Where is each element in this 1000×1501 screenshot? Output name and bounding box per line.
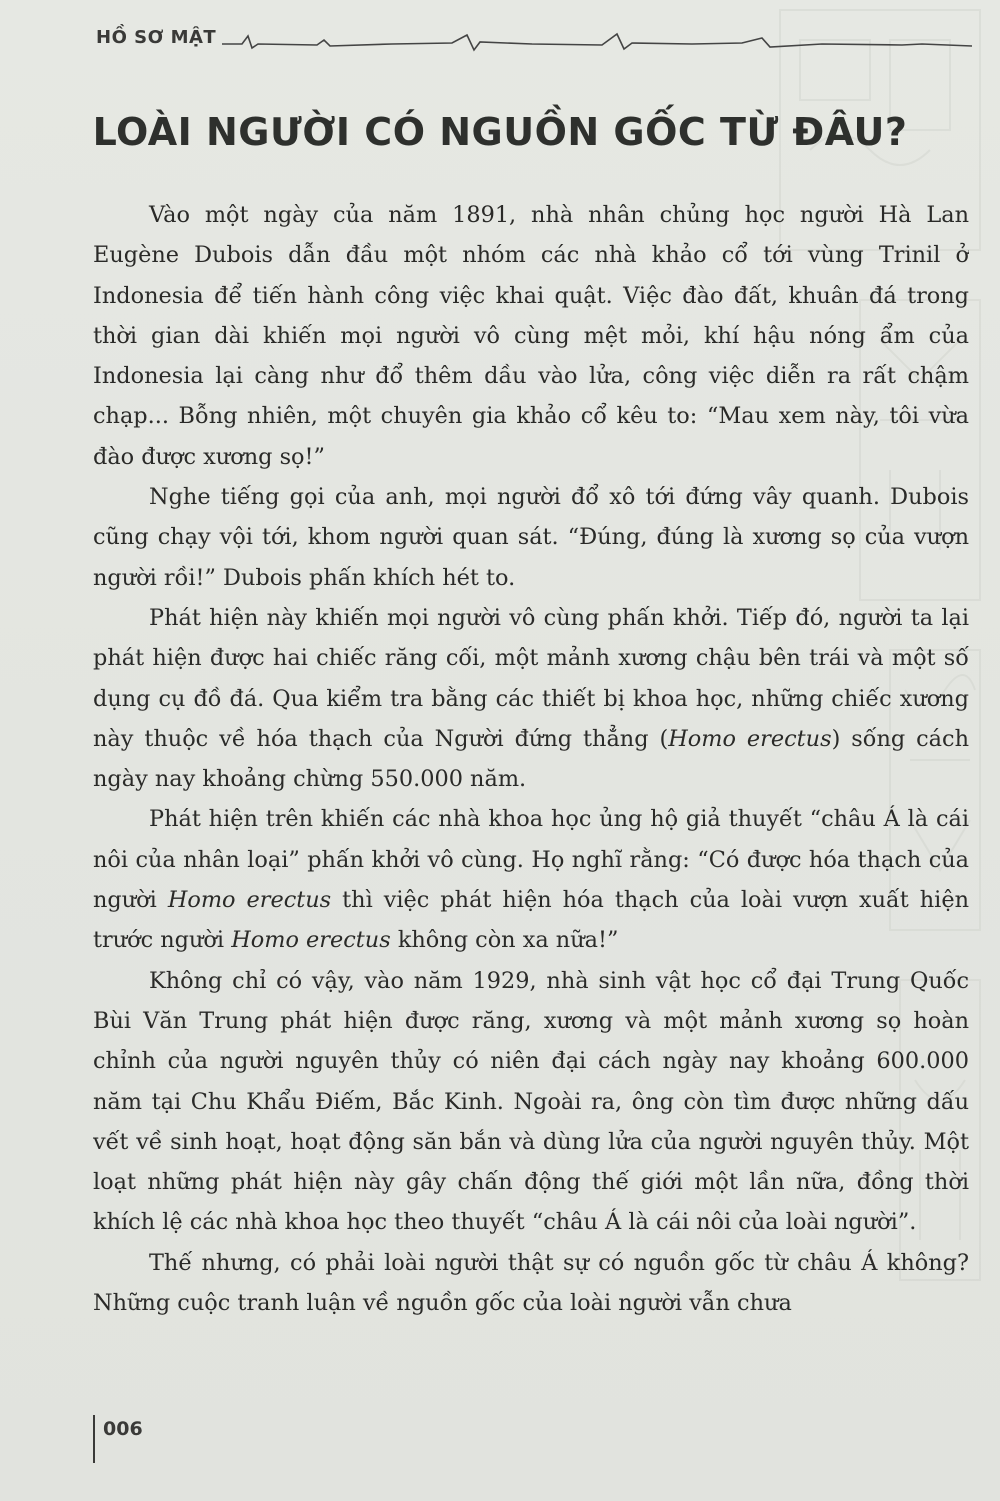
running-header-label: HỒ SƠ MẬT	[96, 27, 217, 48]
paragraph	[93, 961, 969, 1243]
page-number: 006	[103, 1418, 143, 1440]
heartbeat-line-decoration	[222, 22, 972, 62]
paragraph	[93, 477, 969, 598]
paragraph-text: Phát hiện trên khiến các nhà khoa học ủng hộ giả thuyết “châu Á là cái nôi của nhân loại” phấn khởi vô cùng. Họ nghĩ rằng: “Có được hóa thạch của người	[93, 806, 969, 914]
paragraph-text: Phát hiện này khiến mọi người vô cùng phấn khởi. Tiếp đó, người ta lại phát hiện được hai chiếc răng cối, một mảnh xương chậu bên trái và một số dụng cụ đồ đá. Qua kiểm tra bằng các thiết bị khoa học, những chiếc xương này thuộc về hóa thạch của Người đứng thẳng (	[93, 604, 969, 752]
paragraph-text: Thế nhưng, có phải loài người thật sự có nguồn gốc từ châu Á không? Những cuộc tranh luận về nguồn gốc của loài người vẫn chưa	[93, 1249, 969, 1317]
italic-term: Homo erectus	[167, 887, 332, 914]
paragraph-text: không còn xa nữa!”	[390, 927, 619, 954]
paragraph-text: ) sống cách ngày nay khoảng chừng 550.000 năm.	[93, 725, 969, 793]
paragraph-text: Vào một ngày của năm 1891, nhà nhân chủng học người Hà Lan Eugène Dubois dẫn đầu một nhóm các nhà khảo cổ tới vùng Trinil ở Indonesia để tiến hành công việc khai quật. Việc đào đất, khuân đá trong thời gian dài khiến mọi người vô cùng mệt mỏi, khí hậu nóng ẩm của Indonesia lại càng như đổ thêm dầu vào lửa, công việc diễn ra rất chậm chạp... Bỗng nhiên, một chuyên gia khảo cổ kêu to: “Mau xem này, tôi vừa đào được xương sọ!”	[93, 202, 969, 470]
paragraph	[93, 799, 969, 960]
paragraph-text: Không chỉ có vậy, vào năm 1929, nhà sinh vật học cổ đại Trung Quốc Bùi Văn Trung phát hiện được răng, xương và một mảnh xương sọ hoàn chỉnh của người nguyên thủy có niên đại cách ngày nay khoảng 600.000 năm tại Chu Khẩu Điếm, Bắc Kinh. Ngoài ra, ông còn tìm được những dấu vết về sinh hoạt, hoạt động săn bắn và dùng lửa của người nguyên thủy. Một loạt những phát hiện này gây chấn động thế giới một lần nữa, đồng thời khích lệ các nhà khoa học theo thuyết “châu Á là cái nôi của loài người”.	[93, 967, 969, 1236]
article-body	[93, 195, 969, 1365]
italic-term: Homo erectus	[231, 927, 391, 954]
paragraph-text: Nghe tiếng gọi của anh, mọi người đổ xô tới đứng vây quanh. Dubois cũng chạy vội tới, khom người quan sát. “Đúng, đúng là xương sọ của vượn người rồi!” Dubois phấn khích hét to.	[93, 484, 969, 591]
paragraph	[93, 195, 969, 477]
paragraph	[93, 598, 969, 799]
paragraph	[93, 1243, 969, 1324]
paragraph-text: thì việc phát hiện hóa thạch của loài vượn xuất hiện trước người	[93, 887, 969, 954]
page-number-divider	[93, 1415, 95, 1463]
chapter-title: LOÀI NGƯỜI CÓ NGUỒN GỐC TỪ ĐÂU?	[92, 110, 908, 154]
italic-term: Homo erectus	[668, 725, 832, 752]
